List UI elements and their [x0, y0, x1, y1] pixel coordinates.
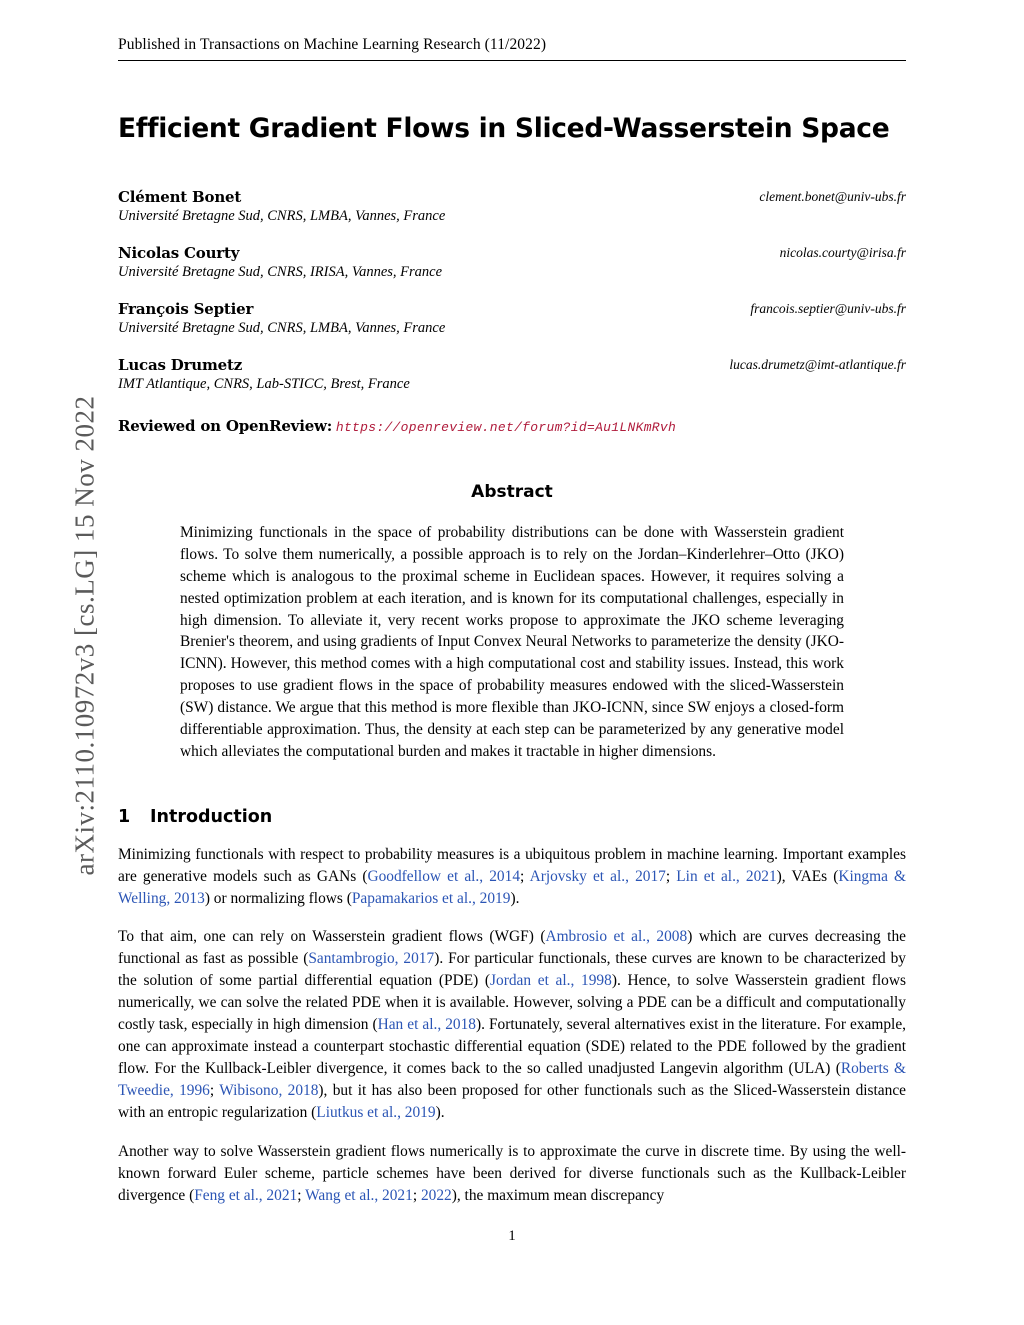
author-email: clement.bonet@univ-ubs.fr [759, 189, 906, 204]
citation-link[interactable]: Santambrogio, 2017 [308, 950, 435, 968]
text-run: To that aim, one can rely on Wasserstein gradient flows (WGF) ( [118, 928, 546, 946]
section-number: 1 [118, 806, 131, 827]
citation-link[interactable]: Feng et al., 2021 [194, 1186, 298, 1204]
author-email: lucas.drumetz@imt-atlantique.fr [729, 357, 906, 372]
author-affiliation: Université Bretagne Sud, CNRS, LMBA, Vannes, France [118, 208, 446, 224]
reviewed-on-openreview [118, 417, 906, 436]
text-run: ). Hence, to solve Wasserstein gradient flows numerically, we can solve the related PDE when it is available. However, solving a PDE can be a difficult and computationally costly task, especially in high dimension ( [118, 972, 906, 1034]
text-run: ), the maximum mean discrepancy [451, 1186, 665, 1204]
citation-link[interactable]: 2022 [420, 1186, 452, 1204]
citation-link[interactable]: Han et al., 2018 [377, 1016, 476, 1034]
author-name: Lucas Drumetz [118, 356, 243, 374]
paragraph-1 [118, 844, 906, 910]
text-run: ; [520, 867, 530, 885]
paragraph-2 [118, 926, 906, 1124]
author-email: nicolas.courty@irisa.fr [779, 245, 906, 260]
text-run: ; [209, 1082, 220, 1100]
citation-link[interactable]: Liutkus et al., 2019 [316, 1104, 436, 1122]
text-run: ; [665, 867, 677, 885]
citation-link[interactable]: Ambrosio et al., 2008 [545, 928, 688, 946]
author-name: Clément Bonet [118, 188, 242, 206]
citation-link[interactable]: Goodfellow et al., 2014 [367, 867, 521, 885]
citation-link[interactable]: Lin et al., 2021 [676, 867, 777, 885]
abstract-heading: Abstract [471, 482, 553, 502]
section-heading-introduction [118, 807, 906, 827]
citation-link[interactable]: Kingma & Welling, 2013 [118, 867, 907, 907]
author-email: francois.septier@univ-ubs.fr [750, 301, 906, 316]
citation-link[interactable]: Arjovsky et al., 2017 [529, 867, 666, 885]
page-number: 1 [508, 1228, 516, 1244]
text-run: ; [412, 1186, 421, 1204]
text-run: ). [435, 1104, 445, 1122]
citation-link[interactable]: Wibisono, 2018 [219, 1082, 319, 1100]
author-affiliation: Université Bretagne Sud, CNRS, LMBA, Vannes, France [118, 320, 446, 336]
text-run: Minimizing functionals with respect to probability measures is a ubiquitous problem in machine learning. Important examples are generative models such as GANs ( [118, 845, 906, 885]
text-run: ) or normalizing flows ( [204, 889, 352, 907]
section-title: Introduction [150, 806, 273, 827]
citation-link[interactable]: Papamakarios et al., 2019 [351, 889, 511, 907]
journal-header: Published in Transactions on Machine Learning Research (11/2022) [118, 36, 906, 61]
author-entry [118, 300, 906, 337]
citation-link[interactable]: Wang et al., 2021 [305, 1186, 413, 1204]
author-affiliation: Université Bretagne Sud, CNRS, IRISA, Vannes, France [118, 264, 443, 280]
text-run: ) which are curves decreasing the functional as fast as possible ( [118, 928, 906, 968]
text-run: ). [510, 889, 520, 907]
text-run: ), VAEs ( [776, 867, 839, 885]
text-run: ; [297, 1186, 306, 1204]
text-run: ). For particular functionals, these curves are known to be characterized by the solution of some partial differential equation (PDE) ( [118, 950, 906, 990]
author-name: François Septier [118, 300, 254, 318]
text-run: ). Fortunately, several alternatives exist in the literature. For example, one can approximate instead a counterpart stochastic differential equation (SDE) related to the PDE followed by the gradient flow. For the Kullback-Leibler divergence, it comes back to the so called unadjusted Langevin algorithm (ULA) ( [118, 1016, 906, 1078]
author-list [118, 188, 906, 393]
reviewed-label: Reviewed on OpenReview: [118, 417, 333, 435]
author-entry [118, 244, 906, 281]
author-name: Nicolas Courty [118, 244, 240, 262]
paper-content [118, 36, 906, 1207]
citation-link[interactable]: Jordan et al., 1998 [490, 972, 612, 990]
paragraph-3 [118, 1141, 906, 1207]
author-entry [118, 188, 906, 225]
text-run: ), but it has also been proposed for other functionals such as the Sliced-Wasserstein distance with an entropic regularization ( [118, 1082, 906, 1122]
openreview-link[interactable]: https://openreview.net/forum?id=Au1LNKmRvh [335, 420, 677, 435]
author-entry [118, 356, 906, 393]
author-affiliation: IMT Atlantique, CNRS, Lab-STICC, Brest, France [118, 376, 410, 392]
text-run: Another way to solve Wasserstein gradient flows numerically is to approximate the curve in discrete time. By using the well-known forward Euler scheme, particle schemes have been derived for diverse functionals such as the Kullback-Leibler divergence ( [118, 1143, 906, 1204]
page-title: Efficient Gradient Flows in Sliced-Wasserstein Space [118, 113, 890, 144]
arxiv-identifier-stamp: arXiv:2110.10972v3 [cs.LG] 15 Nov 2022 [69, 395, 100, 876]
citation-link[interactable]: Roberts & Tweedie, 1996 [118, 1060, 906, 1100]
abstract-text: Minimizing functionals in the space of probability distributions can be done with Wasserstein gradient flows. To solve them numerically, a possible approach is to rely on the Jordan–Kinderlehrer–Otto (JKO) scheme which is analogous to the proximal scheme in Euclidean spaces. However, it requires solving a nested optimization problem at each iteration, and is known for its computational challenges, especially in high dimension. To alleviate it, very recent works propose to approximate the JKO scheme leveraging Brenier's theorem, and using gradients of Input Convex Neural Networks to parameterize the density (JKO-ICNN). However, this method comes with a high computational cost and stability issues. Instead, this work proposes to use gradient flows in the space of probability measures endowed with the sliced-Wasserstein (SW) distance. We argue that this method is more flexible than JKO-ICNN, since SW enjoys a closed-form differentiable approximation. Thus, the density at each step can be parameterized by any generative model which alleviates the computational burden and makes it tractable in higher dimensions. [180, 524, 844, 760]
